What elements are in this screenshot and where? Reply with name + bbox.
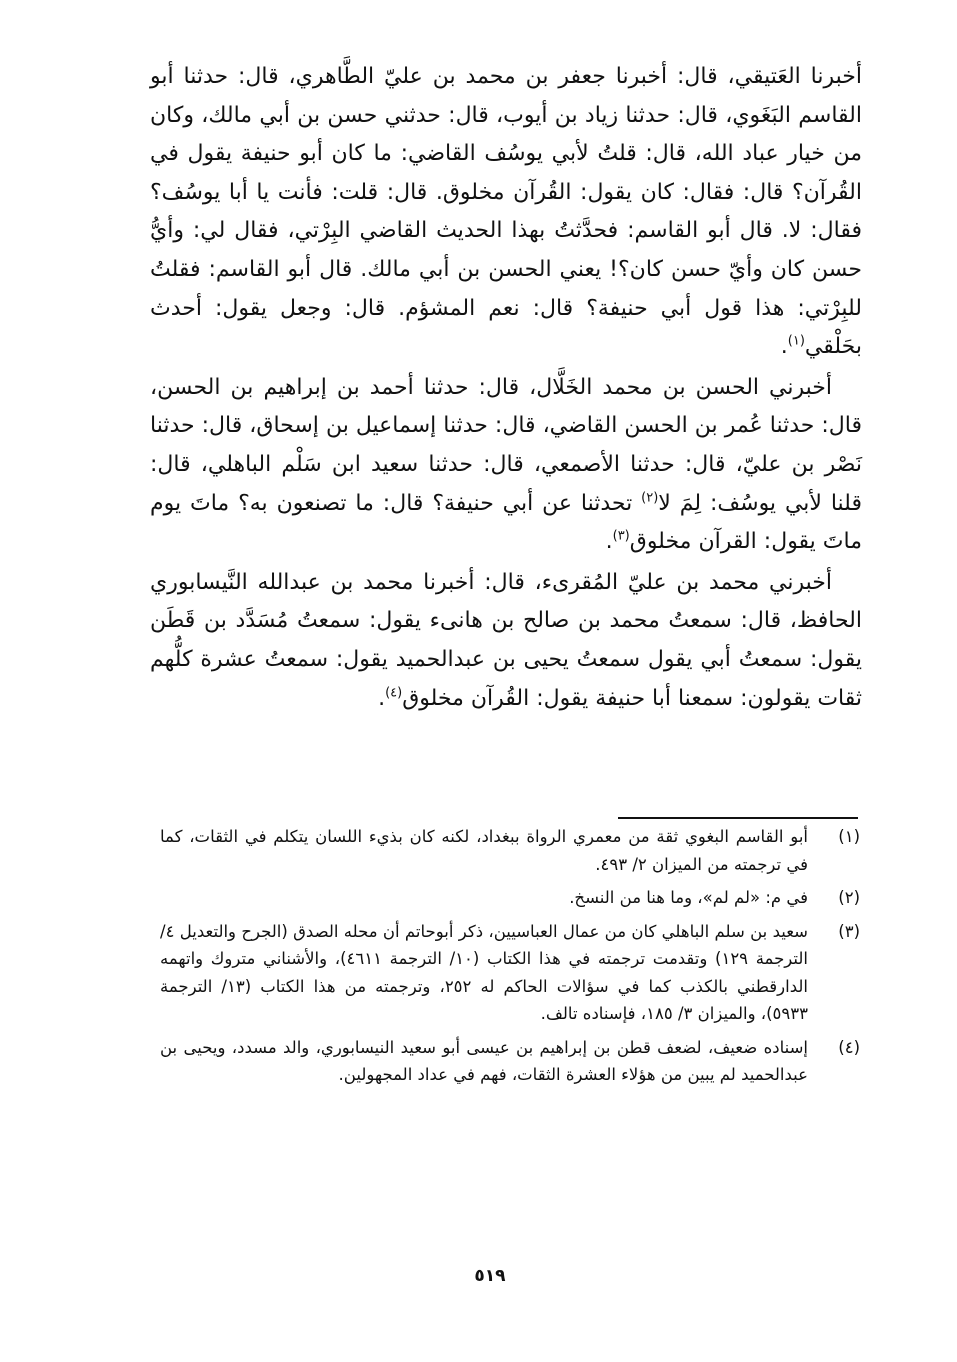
footnote-number: (١): [838, 827, 860, 846]
paragraph-3-end: .: [378, 685, 386, 711]
page-number: ٥١٩: [474, 1266, 506, 1286]
footnotes: [160, 823, 860, 1095]
paragraph-3: [150, 564, 862, 718]
footnote-text: سعيد بن سلم الباهلي كان من عمال العباسيين، ذكر أبوحاتم أن محله الصدق (الجرح والتعديل ٤/ الترجمة ١٢٩) وتقدمت ترجمته في هذا الكتاب (١٠/ الترجمة ٤٦١١)، والأشناني متروك واتهمه الدارقطني بالكذب كما في سؤالات الحاكم له ٢٥٢، وترجمته من هذا الكتاب (١٣/ الترجمة ٥٩٣٣)، والميزان ٣/ ١٨٥، فإسناده تالف.: [160, 921, 808, 1023]
paragraph-3-text: أخبرني محمد بن عليّ المُقرىء، قال: أخبرنا محمد بن عبدالله النَّيسابوري الحافظ، قال: سمعتُ محمد بن صالح بن هانىء يقول: سمعتُ مُسَدَّد بن قَطَن يقول: سمعتُ أبي يقول سمعتُ يحيى بن عبدالحميد يقول: سمعتُ عشرة كلُّهم ثقات يقولون: سمعنا أبا حنيفة يقول: القُرآن مخلوق: [150, 569, 862, 711]
paragraph-2-end: .: [605, 529, 613, 555]
footnote-number: (٤): [838, 1037, 860, 1057]
footnote-text: في م: «لم لم»، وما هنا من النسخ.: [569, 888, 808, 907]
footnote-1: [160, 823, 860, 878]
paragraph-1: [150, 58, 862, 367]
footnote-ref-2: (٢): [641, 490, 659, 506]
footnote-text: إسناده ضعيف، لضعف قطن بن إبراهيم بن عيسى أبو سعيد النيسابوري، والد مسدد، ويحيى بن عبدالحميد لم يبين من هؤلاء العشرة الثقات، فهم في عداد المجهولين.: [160, 1037, 808, 1084]
footnote-ref-1: (١): [787, 333, 805, 349]
footnote-ref-4: (٤): [385, 685, 403, 701]
main-text: [150, 58, 862, 720]
paragraph-2: [150, 369, 862, 562]
footnote-separator: [618, 817, 858, 819]
footnote-text: أبو القاسم البغوي ثقة من معمري الرواة ببغداد، لكنه كان بذيء اللسان يتكلم في الثقات، كما في ترجمته من الميزان ٢/ ٤٩٣.: [160, 827, 808, 874]
paragraph-1-text: أخبرنا العَتيقي، قال: أخبرنا جعفر بن محمد بن عليّ الطَّاهري، قال: حدثنا أبو القاسم البَغَوي، قال: حدثنا زياد بن أيوب، قال: حدثني حسن بن أبي مالك، وكان من خيار عباد الله، قال: قلتُ لأبي يوسُف القاضي: ما كان أبو حنيفة يقول في القُرآن؟ قال: فقال: كان يقول: القُرآن مخلوق. قال: قلت: فأنت يا أبا يوسُف؟ فقال: لا. قال أبو القاسم: فحدَّثتُ بهذا الحديث القاضي البِرْتي، فقال لي: وأيُّ حسن كان وأيّ حسن كان؟! يعني الحسن بن أبي مالك. قال أبو القاسم: فقلتُ للبِرْتي: هذا قول أبي حنيفة؟ قال: نعم المشؤم. قال: وجعل يقول: أحدث بحَلْقي: [150, 64, 862, 360]
footnote-ref-3: (٣): [612, 528, 630, 544]
paragraph-1-end: .: [780, 334, 788, 360]
footnote-number: (٢): [838, 888, 860, 907]
footnote-4: [160, 1034, 860, 1089]
footnote-2: [160, 884, 860, 912]
paragraph-2-text-b: تحدثنا عن أبي حنيفة؟ قال: ما تصنعون به؟ ماتَ يوم ماتَ يقول: القرآن مخلوق: [150, 490, 862, 555]
paragraph-2-text-a: أخبرني الحسن بن محمد الخَلَّال، قال: حدثنا أحمد بن إبراهيم بن الحسن، قال: حدثنا عُمر بن الحسن القاضي، قال: حدثنا إسماعيل بن إسحاق، قال: حدثنا نَصْر بن عليّ، قال: حدثنا الأصمعي، قال: حدثنا سعيد ابن سَلْم الباهلي، قال: قلنا لأبي يوسُف: لِمَ لا: [150, 374, 862, 516]
footnote-number: (٣): [838, 921, 860, 941]
footnote-3: [160, 918, 860, 1028]
